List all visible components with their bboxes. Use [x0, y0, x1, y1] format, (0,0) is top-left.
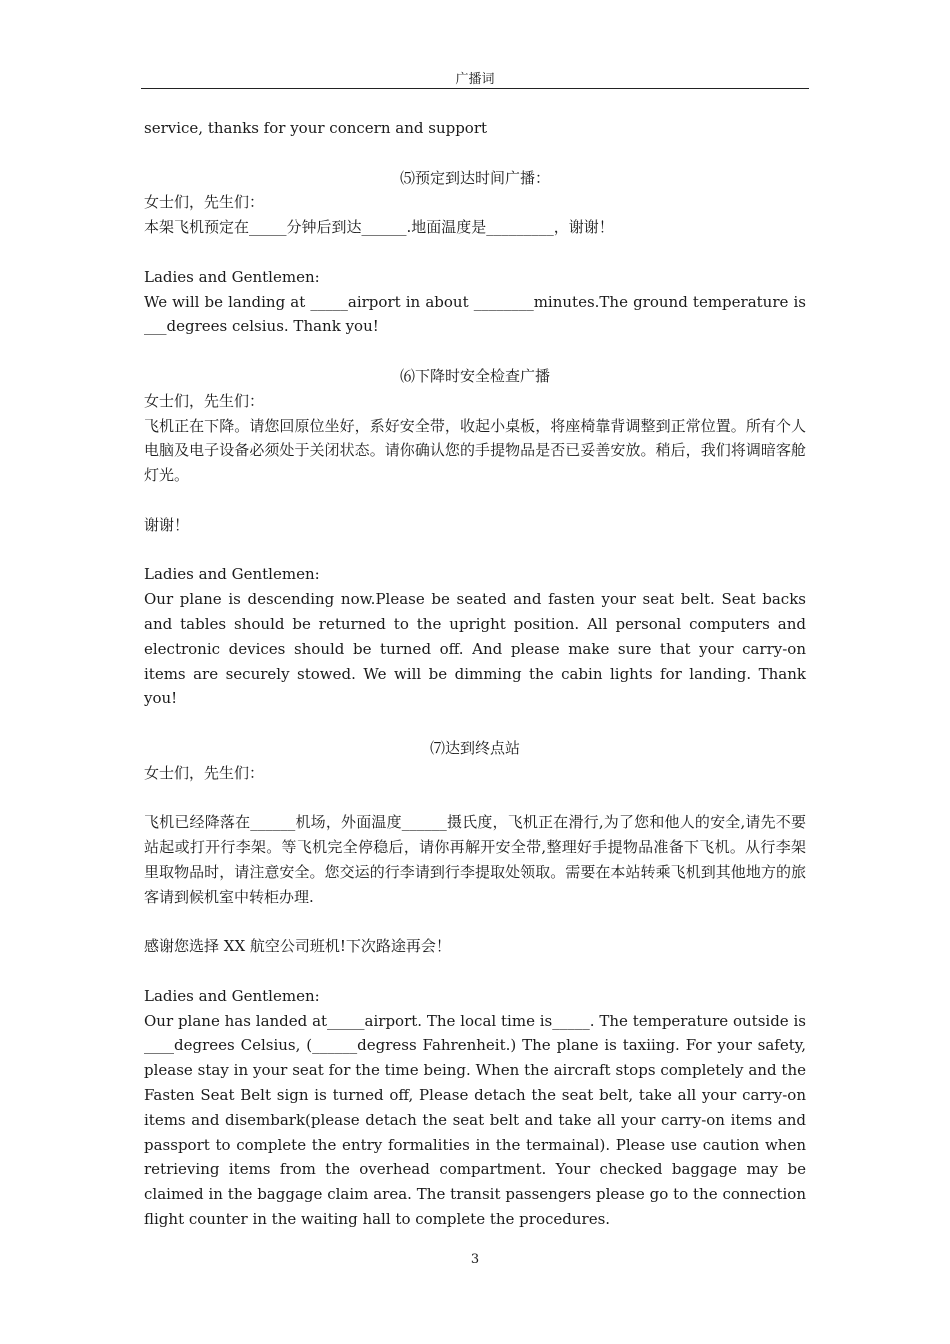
section-5-en-greeting: Ladies and Gentlemen:	[144, 267, 320, 286]
section-5-zh-text: 本架飞机预定在_____分钟后到达______.地面温度是_________，谢谢！	[144, 218, 614, 237]
section-7-zh-text: 飞机已经降落在______机场，外面温度______摄氏度，飞机正在滑行,为了您和他人的安全,请先不要站起或打开行李架。等飞机完全停稳后，请你再解开安全带,整理好手提物品准备下飞机。从行李架里取物品时，请注意安全。您交运的行李请到行李提取处领取。需要在本站转乘飞机到其他地方的旅客请到候机室中转柜办理.	[144, 813, 806, 906]
section-7-zh-greeting: 女士们，先生们：	[144, 763, 265, 782]
header-rule	[141, 88, 809, 89]
page-content	[144, 116, 806, 1232]
section-6-zh-text: 飞机正在下降。请您回原位坐好，系好安全带，收起小桌板，将座椅靠背调整到正常位置。所有个人电脑及电子设备必须处于关闭状态。请你确认您的手提物品是否已妥善安放。稍后，我们将调暗客舱灯光。	[144, 416, 806, 485]
section-6-en-text: Our plane is descending now.Please be seated and fasten your seat belt. Seat backs and tables should be returned to the upright position. All personal computers and electronic devices should be turned off. And please make sure that your carry-on items are securely stowed. We will be dimming the cabin lights for landing. Thank you!	[144, 590, 806, 708]
section-7-en-text: Our plane has landed at_____airport. The local time is_____. The temperature outside is ____degrees Celsius, (______degress Fahrenheit.) The plane is taxiing. For your safety, please stay in your seat for the time being. When the aircraft stops completely and the Fasten Seat Belt sign is turned off, Please detach the seat belt, take all your carry-on items and disembark(please detach the seat belt and take all your carry-on items and passport to complete the entry formalities in the termainal). Please use caution when retrieving items from the overhead compartment. Your checked baggage may be claimed in the baggage claim area. The transit passengers please go to the connection flight counter in the waiting hall to complete the procedures.	[144, 1011, 806, 1229]
section-7-zh-thanks: 感谢您选择 XX 航空公司班机!下次路途再会！	[144, 937, 451, 956]
section-6-heading: ⑹下降时安全检查广播	[399, 366, 550, 385]
intro-line: service, thanks for your concern and support	[144, 119, 488, 137]
section-5-heading: ⑸预定到达时间广播：	[399, 168, 550, 187]
section-6-en-greeting: Ladies and Gentlemen:	[144, 565, 320, 584]
page-header: 广播词	[455, 72, 495, 87]
section-7-heading: ⑺达到终点站	[429, 738, 520, 757]
section-5-en-text: We will be landing at _____airport in about ________minutes.The ground temperature is ___degrees celsius. Thank you!	[144, 292, 806, 336]
section-6-zh-thanks: 谢谢！	[144, 515, 190, 534]
section-5-zh-greeting: 女士们，先生们：	[144, 193, 265, 212]
page-number: 3	[470, 1252, 480, 1267]
section-7-en-greeting: Ladies and Gentlemen:	[144, 986, 320, 1005]
section-6-zh-greeting: 女士们，先生们：	[144, 391, 265, 410]
